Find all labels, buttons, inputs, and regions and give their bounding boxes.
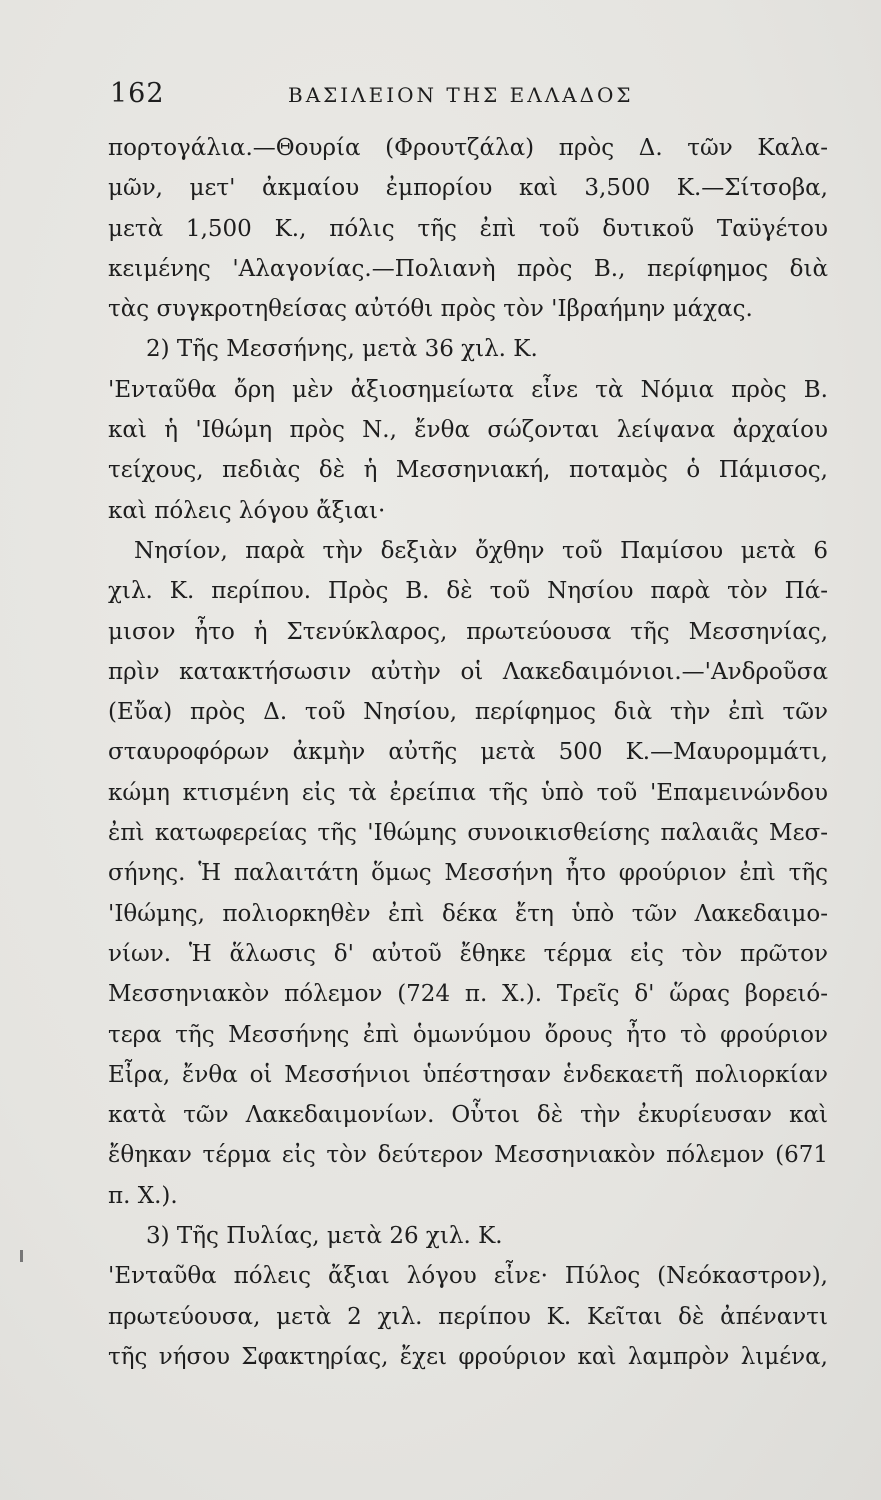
text-line: πρωτεύουσα, μετὰ 2 χιλ. περίπου Κ. Κεῖται δὲ ἀπέναντι [108, 1303, 828, 1330]
section-heading: 2) Τῆς Μεσσήνης, μετὰ 36 χιλ. Κ. [146, 336, 538, 363]
text-line: ἐπὶ κατωφερείας τῆς 'Ιθώμης συνοικισθείσης παλαιᾶς Μεσ- [108, 820, 828, 847]
text-line: ἔθηκαν τέρμα εἰς τὸν δεύτερον Μεσσηνιακὸν πόλεμον (671 [108, 1142, 828, 1169]
text-line: μῶν, μετ' ἀκμαίου ἐμπορίου καὶ 3,500 Κ.—Σίτσοβα, [108, 175, 828, 202]
text-line: καὶ ἡ 'Ιθώμη πρὸς Ν., ἔνθα σώζονται λείψανα ἀρχαίου [108, 417, 828, 444]
text-line: τείχους, πεδιὰς δὲ ἡ Μεσσηνιακή, ποταμὸς ὁ Πάμισος, [108, 457, 828, 484]
text-line: (Εὔα) πρὸς Δ. τοῦ Νησίου, περίφημος διὰ τὴν ἐπὶ τῶν [108, 699, 828, 726]
text-line: 'Ιθώμης, πολιορκηθὲν ἐπὶ δέκα ἔτη ὑπὸ τῶν Λακεδαιμο- [108, 900, 828, 927]
text-line: 'Ενταῦθα ὄρη μὲν ἀξιοσημείωτα εἶνε τὰ Νόμια πρὸς Β. [108, 376, 828, 403]
text-line: κατὰ τῶν Λακεδαιμονίων. Οὗτοι δὲ τὴν ἐκυρίευσαν καὶ [108, 1102, 828, 1129]
text-line: σήνης. Ἡ παλαιτάτη ὅμως Μεσσήνη ἦτο φρούριον ἐπὶ τῆς [108, 860, 828, 887]
text-line: π. Χ.). [108, 1182, 178, 1209]
text-line: μισον ἦτο ἡ Στενύκλαρος, πρωτεύουσα τῆς Μεσσηνίας, [108, 618, 828, 645]
text-line: σταυροφόρων ἀκμὴν αὐτῆς μετὰ 500 Κ.—Μαυρομμάτι, [108, 739, 828, 766]
text-line: Μεσσηνιακὸν πόλεμον (724 π. Χ.). Τρεῖς δ' ὥρας βορειό- [108, 981, 828, 1008]
text-line: πρὶν κατακτήσωσιν αὐτὴν οἱ Λακεδαιμόνιοι.—'Ανδροῦσα [108, 658, 828, 685]
text-line: τὰς συγκροτηθείσας αὐτόθι πρὸς τὸν 'Ιβραήμην μάχας. [108, 296, 753, 323]
text-line: χιλ. Κ. περίπου. Πρὸς Β. δὲ τοῦ Νησίου παρὰ τὸν Πά- [108, 578, 828, 605]
running-head: ΒΑΣΙΛΕΙΟΝ ΤΗΣ ΕΛΛΑΔΟΣ [288, 83, 634, 107]
text-line: Νησίον, παρὰ τὴν δεξιὰν ὄχθην τοῦ Παμίσου μετὰ 6 [134, 537, 828, 564]
text-line: καὶ πόλεις λόγου ἄξιαι· [108, 497, 386, 524]
margin-mark [20, 1250, 23, 1262]
page-number: 162 [110, 78, 165, 109]
text-line: Εἶρα, ἔνθα οἱ Μεσσήνιοι ὑπέστησαν ἑνδεκαετῆ πολιορκίαν [108, 1061, 828, 1088]
body-text [108, 128, 828, 1377]
section-heading: 3) Τῆς Πυλίας, μετὰ 26 χιλ. Κ. [146, 1223, 503, 1250]
text-line: μετὰ 1,500 Κ., πόλις τῆς ἐπὶ τοῦ δυτικοῦ Ταϋγέτου [108, 215, 828, 242]
text-line: 'Ενταῦθα πόλεις ἄξιαι λόγου εἶνε· Πύλος (Νεόκαστρον), [108, 1263, 828, 1290]
text-line: κώμη κτισμένη εἰς τὰ ἐρείπια τῆς ὑπὸ τοῦ 'Επαμεινώνδου [108, 779, 828, 806]
page-header [110, 78, 830, 118]
text-line: κειμένης 'Αλαγονίας.—Πολιανὴ πρὸς Β., περίφημος διὰ [108, 255, 828, 282]
text-line: νίων. Ἡ ἅλωσις δ' αὐτοῦ ἔθηκε τέρμα εἰς τὸν πρῶτον [108, 940, 828, 967]
text-line: πορτογάλια.—Θουρία (Φρουτζάλα) πρὸς Δ. τῶν Καλα- [108, 135, 828, 161]
text-line: τερα τῆς Μεσσήνης ἐπὶ ὁμωνύμου ὄρους ἦτο τὸ φρούριον [108, 1021, 828, 1048]
text-line: τῆς νήσου Σφακτηρίας, ἔχει φρούριον καὶ λαμπρὸν λιμένα, [108, 1343, 828, 1370]
